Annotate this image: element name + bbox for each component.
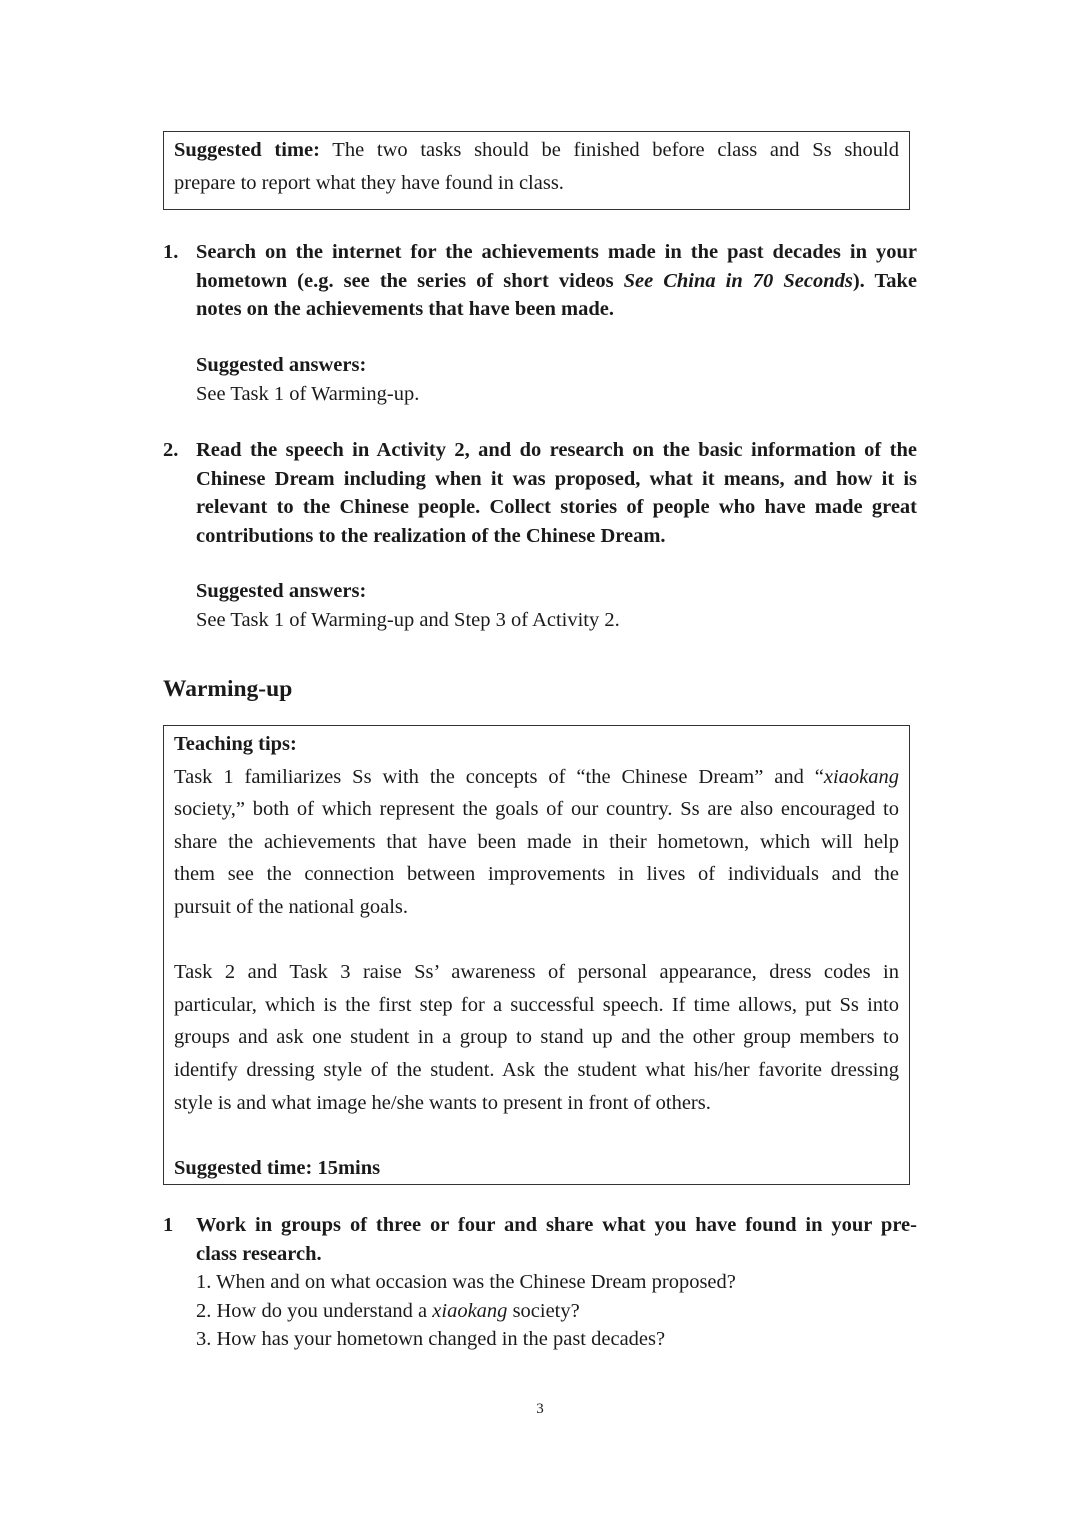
answer-label: Suggested answers: [196,354,367,376]
task-number: 2. [163,439,179,461]
task-number: 1 [163,1214,174,1236]
task-number: 1. [163,241,179,263]
suggested-time-line-1: Suggested time: The two tasks should be finished before class and Ss should [174,139,899,161]
section-heading: Warming-up [163,676,293,702]
suggested-time-box [163,131,910,210]
question-3: 3. How has your hometown changed in the past decades? [196,1328,666,1350]
pre-class-task-2: 2. Read the speech in Activity 2, and do research on the basic information of the Chinese Dream including when it was proposed, what it means, and how it is relevant to the Chinese people. Collect stories of people who have made great contributions to the realization of the Chinese Dream. [163,436,917,550]
answer-label: Suggested answers: [196,580,367,602]
suggested-time-line-2: prepare to report what they have found in class. [174,171,564,194]
teaching-tips-label: Teaching tips: [174,733,297,755]
page-number: 3 [536,1401,544,1417]
pre-class-task-1: 1. Search on the internet for the achievements made in the past decades in your hometown (e.g. see the series of short videos See China in 70 Seconds). Take notes on the achievements that have been made. [163,238,917,324]
answer-text: See Task 1 of Warming-up. [196,382,420,405]
suggested-time-15: Suggested time: 15mins [174,1156,381,1179]
discussion-questions [196,1268,916,1354]
warming-up-task-1: 1 Work in groups of three or four and share what you have found in your pre- class research. [163,1211,917,1268]
answer-text: See Task 1 of Warming-up and Step 3 of Activity 2. [196,608,620,631]
teaching-tips-box: Teaching tips: Task 1 familiarizes Ss with the concepts of “the Chinese Dream” and “xiaokang society,” both of which represent the goals of our country. Ss are also encouraged to share the achievements that have been made in their hometown, which will help them see the connection between improvements in lives of individuals and the pursuit of the national goals. Task 2 and Task 3 raise Ss’ awareness of personal appearance, dress codes in particular, which is the first step for a successful speech. If time allows, put Ss into groups and ask one student in a group to stand up and the other group members to identify dressing style of the student. Ask the student what his/her favorite dressing style is and what image he/she wants to present in front of others. Suggested time: 15mins [163,725,910,1185]
task-1-answer [196,351,916,408]
question-1: 1. When and on what occasion was the Chinese Dream proposed? [196,1271,736,1293]
question-2: 2. How do you understand a xiaokang society? [196,1299,580,1322]
task-2-answer [196,577,916,634]
video-series-title: See China in 70 Seconds [623,269,853,292]
suggested-time-label: Suggested time: [174,139,320,161]
